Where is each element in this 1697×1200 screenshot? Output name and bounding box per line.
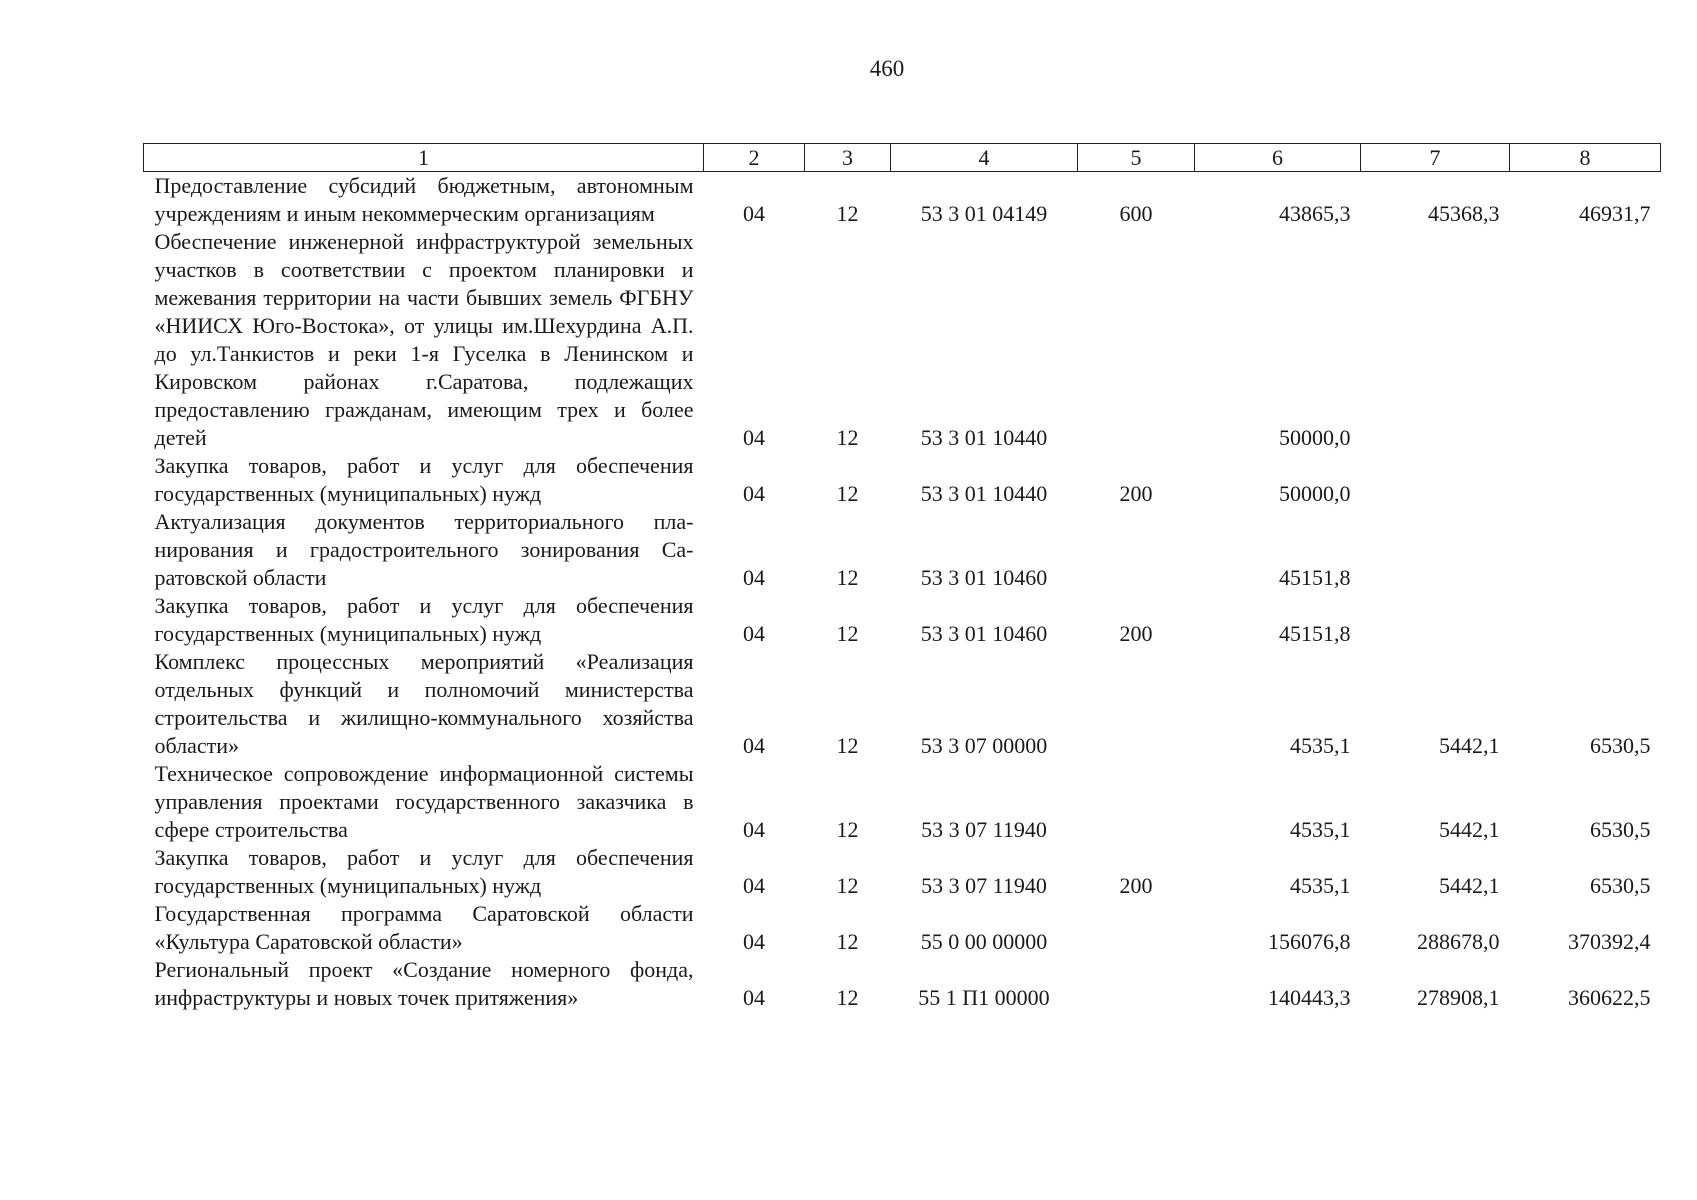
row-amount-1: 45151,8 (1279, 621, 1351, 646)
table-row (144, 592, 1661, 648)
row-subsection: 12 (836, 621, 859, 646)
row-description: Актуализация документов территориального планирования и градостроительного зонирования Саратовской области (154, 509, 694, 590)
row-subsection: 12 (836, 733, 859, 758)
column-header-5: 5 (1078, 144, 1195, 172)
table-row (144, 648, 1661, 760)
column-header-4: 4 (891, 144, 1078, 172)
row-subsection: 12 (836, 201, 859, 226)
table-row (144, 760, 1661, 844)
row-expense-type: 200 (1119, 621, 1153, 646)
row-subsection: 12 (836, 425, 859, 450)
row-amount-2 (1361, 508, 1510, 592)
row-target-article: 55 1 П1 00000 (918, 985, 1050, 1010)
row-amount-1: 50000,0 (1279, 481, 1351, 506)
row-target-article: 53 3 01 10460 (920, 621, 1048, 646)
row-subsection: 12 (836, 565, 859, 590)
row-amount-1: 50000,0 (1279, 425, 1351, 450)
row-description: Обеспечение инженерной инфраструктурой земельных участков в соответствии с проектом планировки и межевания территории на части бывших земель ФГБНУ «НИИСХ Юго-Востока», от улицы им.Шехурдина А.П. до ул.Танкистов и реки 1-я Гуселка в Ленинском и Кировском районах г.Саратова, подлежащих предоставлению гражданам, имеющим трех и более детей (154, 229, 694, 450)
row-description: Закупка товаров, работ и услуг для обеспечения государственных (муниципальных) нужд (154, 845, 694, 898)
row-target-article: 53 3 01 10440 (920, 481, 1048, 506)
table-row (144, 844, 1661, 900)
row-section: 04 (743, 733, 765, 758)
table-row (144, 508, 1661, 592)
row-section: 04 (743, 985, 765, 1010)
row-description: Закупка товаров, работ и услуг для обеспечения государственных (муниципальных) нужд (154, 593, 694, 646)
row-subsection: 12 (836, 985, 859, 1010)
row-section: 04 (743, 201, 765, 226)
row-amount-1: 156076,8 (1268, 929, 1351, 954)
row-subsection: 12 (836, 929, 859, 954)
row-amount-2: 278908,1 (1417, 985, 1500, 1010)
row-amount-1: 43865,3 (1279, 201, 1351, 226)
row-section: 04 (743, 621, 765, 646)
row-description: Предоставление субсидий бюджетным, автономным учреждениям и иным некоммерческим организациям (154, 173, 694, 226)
row-amount-2: 288678,0 (1417, 929, 1500, 954)
row-amount-3: 6530,5 (1590, 733, 1651, 758)
table-row (144, 956, 1661, 1012)
row-expense-type (1078, 648, 1195, 760)
row-amount-3: 6530,5 (1590, 817, 1651, 842)
row-expense-type: 200 (1119, 873, 1153, 898)
row-amount-2: 5442,1 (1439, 817, 1500, 842)
row-amount-1: 45151,8 (1279, 565, 1351, 590)
row-description: Закупка товаров, работ и услуг для обеспечения государственных (муниципальных) нужд (154, 453, 694, 506)
row-amount-1: 4535,1 (1290, 817, 1351, 842)
column-header-8: 8 (1510, 144, 1661, 172)
column-header-6: 6 (1195, 144, 1361, 172)
row-description: Комплекс процессных мероприятий «Реализация отдельных функций и полномочий министерства строительства и жилищно-коммунального хозяйства области» (154, 649, 694, 758)
row-expense-type (1078, 228, 1195, 452)
row-subsection: 12 (836, 481, 859, 506)
table-row (144, 172, 1661, 229)
column-header-3: 3 (805, 144, 891, 172)
row-expense-type (1078, 956, 1195, 1012)
table-row (144, 900, 1661, 956)
row-amount-2 (1361, 452, 1510, 508)
row-subsection: 12 (836, 817, 859, 842)
row-section: 04 (743, 817, 765, 842)
row-amount-3: 6530,5 (1590, 873, 1651, 898)
header-row (144, 144, 1661, 172)
budget-table (143, 143, 1661, 1012)
row-amount-3 (1510, 508, 1661, 592)
row-amount-2: 5442,1 (1439, 733, 1500, 758)
row-amount-1: 4535,1 (1290, 733, 1351, 758)
row-section: 04 (743, 873, 765, 898)
row-amount-2 (1361, 592, 1510, 648)
row-expense-type (1078, 508, 1195, 592)
budget-table-container (143, 143, 1660, 1012)
row-amount-2: 5442,1 (1439, 873, 1500, 898)
row-description: Региональный проект «Создание номерного фонда, инфраструктуры и новых точек притяжения» (154, 957, 694, 1010)
row-amount-1: 140443,3 (1268, 985, 1351, 1010)
row-amount-1: 4535,1 (1290, 873, 1351, 898)
row-amount-2: 45368,3 (1428, 201, 1500, 226)
row-expense-type: 200 (1119, 481, 1153, 506)
row-amount-3 (1510, 452, 1661, 508)
row-description: Техническое сопровождение информационной системы управления проектами государственного заказчика в сфере строительства (154, 761, 694, 842)
row-amount-2 (1361, 228, 1510, 452)
table-body (144, 172, 1661, 1013)
row-section: 04 (743, 425, 765, 450)
row-amount-3 (1510, 228, 1661, 452)
page-number: 460 (869, 56, 905, 81)
row-target-article: 53 3 01 10440 (920, 425, 1048, 450)
row-amount-3 (1510, 592, 1661, 648)
row-section: 04 (743, 929, 765, 954)
table-row (144, 228, 1661, 452)
table-row (144, 452, 1661, 508)
row-expense-type (1078, 900, 1195, 956)
table-header (144, 144, 1661, 172)
row-subsection: 12 (836, 873, 859, 898)
row-expense-type (1078, 760, 1195, 844)
row-section: 04 (743, 565, 765, 590)
row-amount-3: 370392,4 (1568, 929, 1651, 954)
column-header-1: 1 (144, 144, 704, 172)
row-target-article: 53 3 01 04149 (920, 201, 1048, 226)
row-target-article: 53 3 07 11940 (921, 817, 1047, 842)
row-target-article: 53 3 01 10460 (920, 565, 1048, 590)
row-description: Государственная программа Саратовской области «Культура Саратовской области» (154, 901, 694, 954)
row-expense-type: 600 (1119, 201, 1153, 226)
row-amount-3: 360622,5 (1568, 985, 1651, 1010)
row-target-article: 53 3 07 00000 (920, 733, 1048, 758)
row-amount-3: 46931,7 (1579, 201, 1651, 226)
row-target-article: 53 3 07 11940 (921, 873, 1047, 898)
row-section: 04 (743, 481, 765, 506)
column-header-7: 7 (1361, 144, 1510, 172)
row-target-article: 55 0 00 00000 (920, 929, 1048, 954)
column-header-2: 2 (704, 144, 805, 172)
